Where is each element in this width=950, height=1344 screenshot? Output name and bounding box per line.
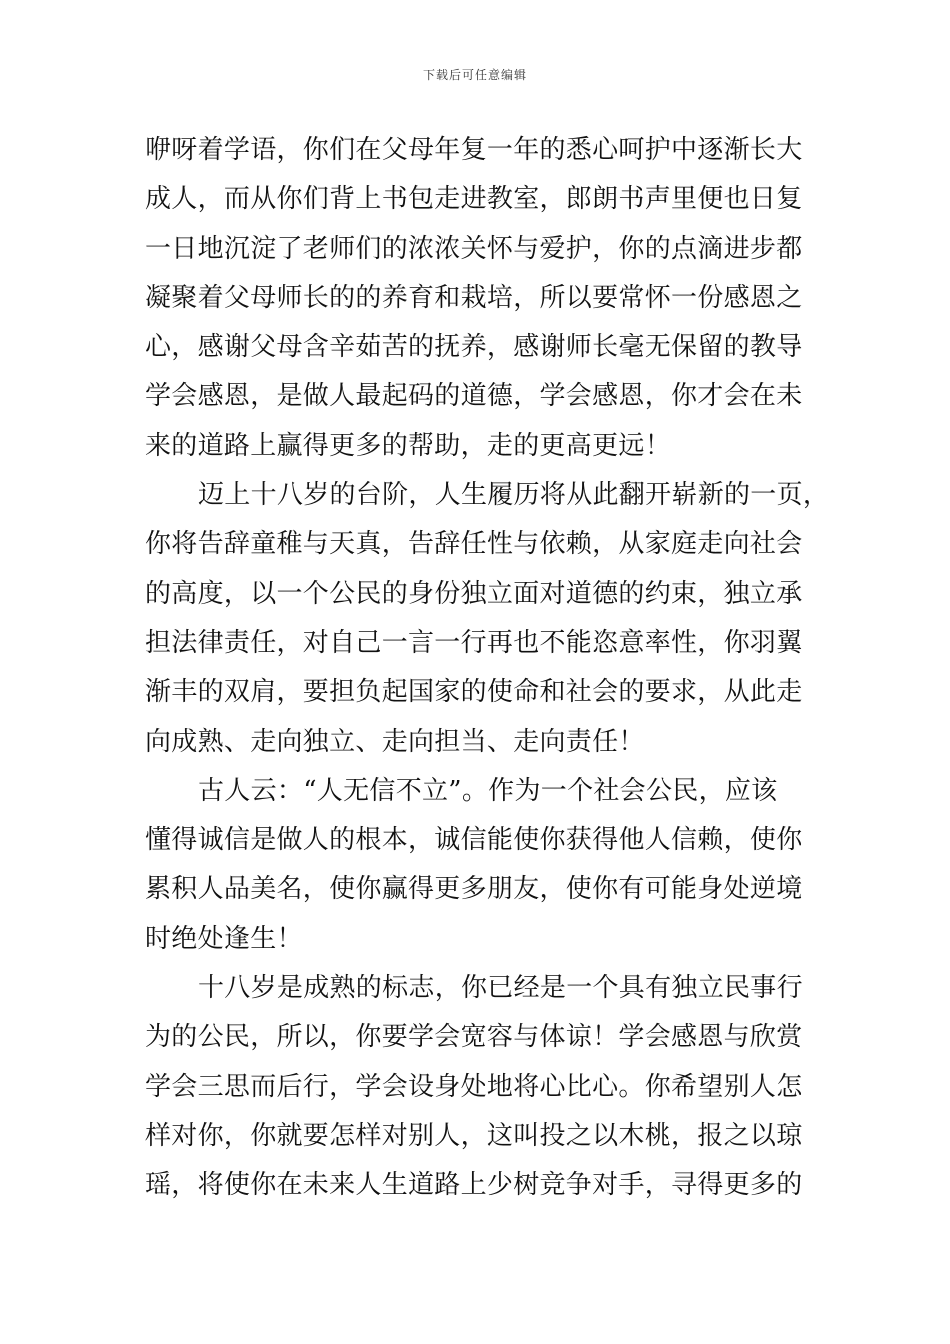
paragraph-first-line: 十八岁是成熟的标志，你已经是一个具有独立民事行 [198,973,803,1004]
text-line: 凝聚着父母师长的的养育和栽培，所以要常怀一份感恩之 [145,282,803,313]
body-text [145,126,830,1211]
text-line: 为的公民，所以，你要学会宽容与体谅！学会感恩与欣赏 [145,1022,803,1053]
text-line: 一日地沉淀了老师们的浓浓关怀与爱护，你的点滴进步都 [145,233,803,264]
text-line: 学会三思而后行，学会设身处地将心比心。你希望别人怎 [145,1071,803,1102]
text-line: 的高度，以一个公民的身份独立面对道德的约束，独立承 [145,578,803,609]
paragraph-first-line: 古人云：“人无信不立”。作为一个社会公民，应该 [198,775,778,806]
text-line: 累积人品美名，使你赢得更多朋友，使你有可能身处逆境 [145,874,803,905]
page-header: 下载后可任意编辑 [422,68,527,82]
text-line: 成人，而从你们背上书包走进教室，郎朗书声里便也日复 [145,184,803,215]
text-line: 懂得诚信是做人的根本，诚信能使你获得他人信赖，使你 [145,825,803,856]
text-line: 向成熟、走向独立、走向担当、走向责任！ [145,726,645,757]
text-line: 你将告辞童稚与天真，告辞任性与依赖，从家庭走向社会 [145,529,803,560]
text-line: 学会感恩，是做人最起码的道德，学会感恩，你才会在未 [145,381,803,412]
text-line: 担法律责任，对自己一言一行再也不能恣意率性，你羽翼 [145,627,803,658]
text-line: 瑶，将使你在未来人生道路上少树竞争对手，寻得更多的 [145,1170,803,1201]
paragraph-first-line: 迈上十八岁的台阶，人生履历将从此翻开崭新的一页， [198,480,830,511]
text-line: 心，感谢父母含辛茹苦的抚养，感谢师长毫无保留的教导 [145,332,803,363]
text-line: 样对你，你就要怎样对别人，这叫投之以木桃，报之以琼 [145,1120,803,1151]
text-line: 渐丰的双肩，要担负起国家的使命和社会的要求，从此走 [145,677,803,708]
text-line: 时绝处逢生！ [145,923,303,954]
text-line: 来的道路上赢得更多的帮助，走的更高更远！ [145,430,672,461]
text-line: 咿呀着学语，你们在父母年复一年的悉心呵护中逐渐长大 [145,135,803,165]
